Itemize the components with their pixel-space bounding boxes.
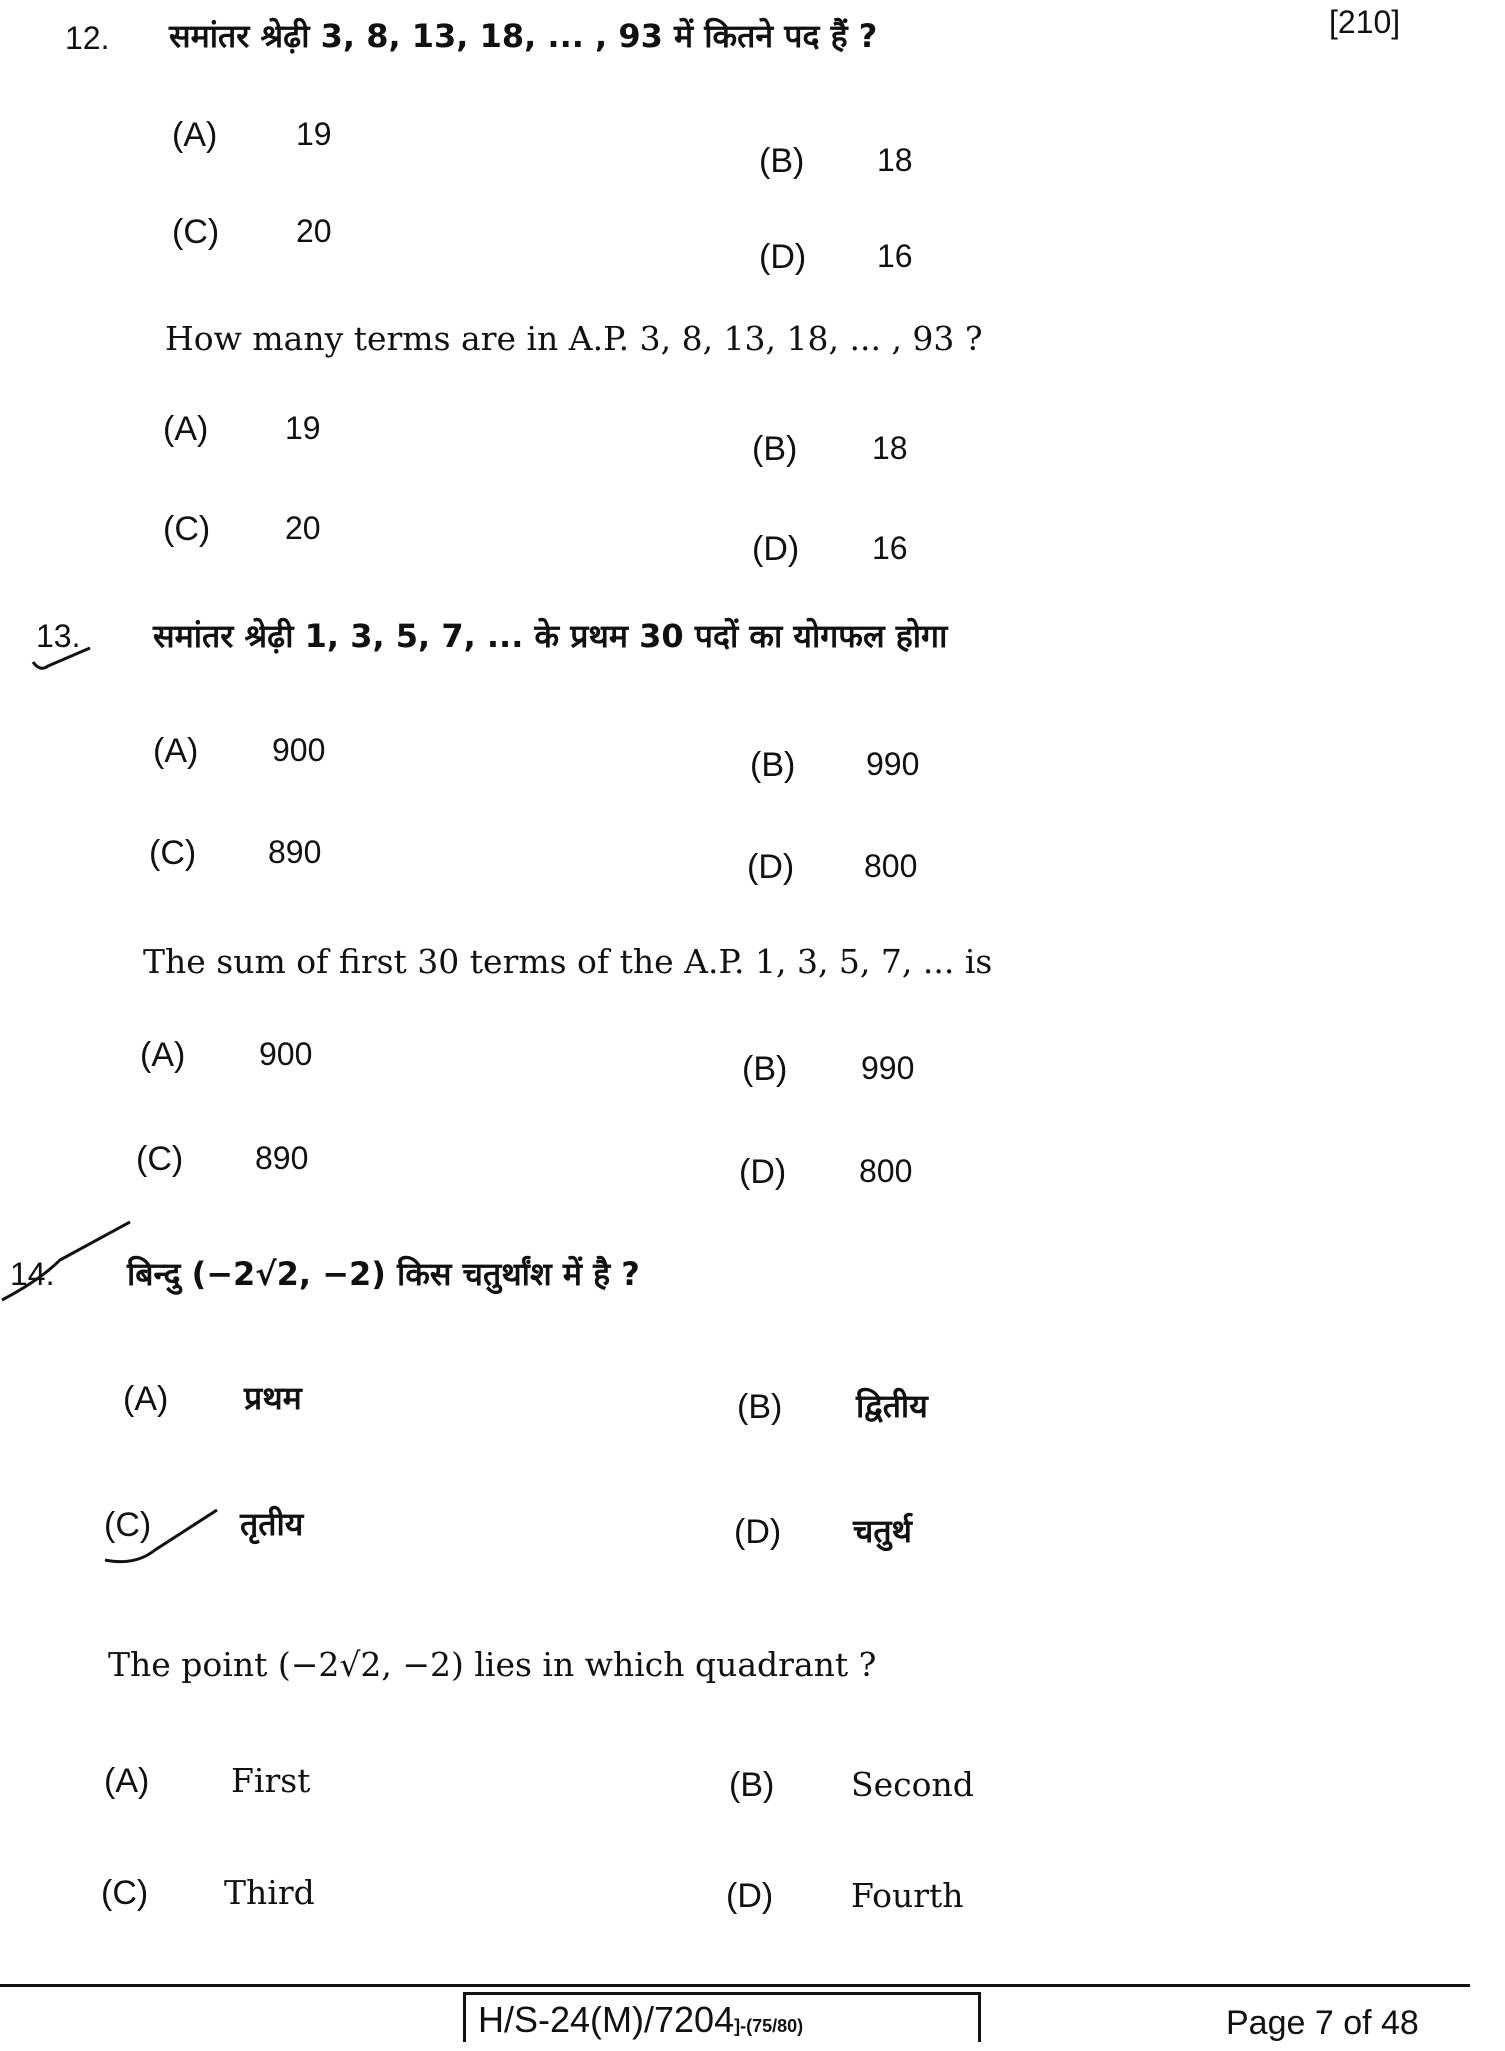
footer-divider bbox=[0, 1984, 1470, 1987]
option-label: (D) bbox=[726, 1877, 774, 1915]
option-label: (C) bbox=[101, 1874, 149, 1912]
option-label: (A) bbox=[172, 116, 218, 154]
tick-mark-icon bbox=[28, 640, 98, 680]
option-label: (C) bbox=[172, 213, 220, 251]
option-label: (B) bbox=[750, 746, 796, 784]
option-label: (D) bbox=[734, 1513, 782, 1551]
option-label: (C) bbox=[163, 510, 211, 548]
question-number: 13. bbox=[36, 618, 81, 654]
option-text-english: 800 bbox=[859, 1153, 913, 1189]
option-label: (D) bbox=[759, 238, 807, 276]
option-text-english: 890 bbox=[255, 1140, 309, 1176]
option-label: (B) bbox=[737, 1388, 783, 1426]
question-stem-english: The point (−2√2, −2) lies in which quadrant ? bbox=[108, 1645, 877, 1684]
option-label: (B) bbox=[729, 1766, 775, 1804]
option-text-english: 990 bbox=[861, 1050, 915, 1086]
paper-code-suffix: ]-(75/80) bbox=[734, 2016, 804, 2036]
option-text-hindi: 990 bbox=[866, 746, 920, 782]
option-text-hindi: चतुर्थ bbox=[853, 1512, 913, 1550]
option-text-hindi: तृतीय bbox=[240, 1505, 304, 1543]
option-label: (B) bbox=[742, 1050, 788, 1088]
option-text-english: 900 bbox=[259, 1036, 313, 1072]
option-text-english: 20 bbox=[285, 510, 321, 546]
question-number: 14. bbox=[10, 1256, 55, 1292]
option-text-hindi: 900 bbox=[272, 732, 326, 768]
option-text-hindi: 18 bbox=[877, 142, 913, 178]
option-label: (A) bbox=[140, 1036, 186, 1074]
question-stem-english: The sum of first 30 terms of the A.P. 1, 3, 5, 7, ... is bbox=[143, 942, 993, 981]
question-number: 12. bbox=[65, 20, 110, 56]
option-label: (B) bbox=[759, 142, 805, 180]
option-label: (D) bbox=[752, 530, 800, 568]
option-text-hindi: 800 bbox=[864, 848, 918, 884]
question-stem-hindi: समांतर श्रेढ़ी 3, 8, 13, 18, ... , 93 में कितने पद हैं ? bbox=[169, 17, 878, 55]
tick-mark-icon bbox=[95, 1500, 225, 1570]
question-stem-hindi: समांतर श्रेढ़ी 1, 3, 5, 7, ... के प्रथम 30 पदों का योगफल होगा bbox=[153, 617, 948, 655]
option-text-english: Second bbox=[851, 1765, 974, 1804]
option-label: (B) bbox=[752, 430, 798, 468]
option-text-english: Fourth bbox=[851, 1876, 964, 1915]
option-label: (D) bbox=[739, 1153, 787, 1191]
option-label: (C) bbox=[136, 1140, 184, 1178]
paper-code-text: H/S-24(M)/7204 bbox=[478, 1999, 735, 2040]
option-label: (A) bbox=[104, 1762, 150, 1800]
option-text-hindi: प्रथम bbox=[244, 1379, 302, 1417]
option-text-english: Third bbox=[224, 1873, 315, 1912]
option-text-english: 19 bbox=[285, 410, 321, 446]
option-label: (C) bbox=[104, 1506, 152, 1544]
paper-code bbox=[463, 1992, 981, 2042]
option-text-english: 16 bbox=[872, 530, 908, 566]
option-text-english: 18 bbox=[872, 430, 908, 466]
option-text-english: First bbox=[231, 1761, 311, 1800]
option-label: (A) bbox=[163, 410, 209, 448]
option-text-hindi: 19 bbox=[296, 116, 332, 152]
option-text-hindi: द्वितीय bbox=[856, 1387, 928, 1425]
tick-mark-icon bbox=[0, 1220, 140, 1310]
option-text-hindi: 16 bbox=[877, 238, 913, 274]
option-text-hindi: 890 bbox=[268, 834, 322, 870]
page-number: Page 7 of 48 bbox=[1226, 2004, 1419, 2042]
option-text-hindi: 20 bbox=[296, 213, 332, 249]
marks-label: [210] bbox=[1329, 4, 1401, 40]
option-label: (A) bbox=[123, 1380, 169, 1418]
question-stem-english: How many terms are in A.P. 3, 8, 13, 18, ... , 93 ? bbox=[165, 319, 983, 358]
option-label: (A) bbox=[153, 732, 199, 770]
option-label: (C) bbox=[149, 834, 197, 872]
option-label: (D) bbox=[747, 848, 795, 886]
question-stem-hindi: बिन्दु (−2√2, −2) किस चतुर्थांश में है ? bbox=[127, 1255, 640, 1293]
